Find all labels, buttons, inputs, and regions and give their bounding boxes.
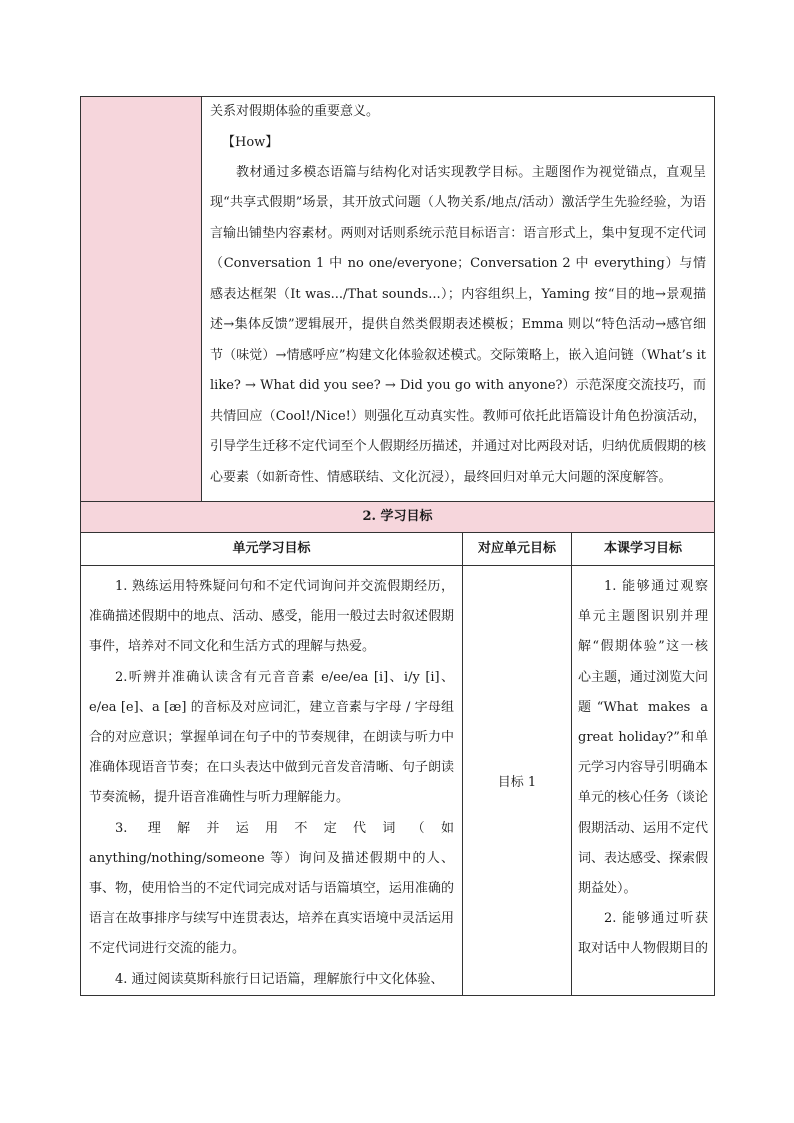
header-lesson-goals: 本课学习目标 xyxy=(572,533,715,566)
continuation-text: 关系对假期体验的重要意义。 xyxy=(210,104,380,119)
unit-goal-4: 4. 通过阅读莫斯科旅行日记语篇，理解旅行中文化体验、 xyxy=(115,971,444,987)
unit-goal-2: 2.听辨并准确认读含有元音音素 e/ee/ea [i]、i/y [i]、e/ea [e]、a [æ] 的音标及对应词汇，建立音素与字母 / 字母组合的对应意识；掌握单词在句子中的节奏规律，在朗读与听力中准确体现语音节奏；在口头表达中做到元音发音清晰、句子朗读节奏流畅，提升语音准确性与听力理解能力。 xyxy=(89,669,454,806)
unit-goal-3: 3. 理解并运用不定代词（如 anything/nothing/someone 等）询问及描述假期中的人、事、物，使用恰当的不定代词完成对话与语篇填空，运用准确的语言在故事排序与续写中连贯表达，培养在真实语境中灵活运用不定代词进行交流的能力。 xyxy=(89,820,454,957)
lesson-goal-1: 1. 能够通过观察单元主题图识别并理解“假期体验”这一核心主题，通过浏览大问题“What makes a great holiday?”和单元学习内容导引明确本单元的核心任务（谈论假期活动、运用不定代词、表达感受、探索假期益处）。 xyxy=(578,579,709,897)
goals-row xyxy=(81,566,715,996)
unit-goal-1: 1. 熟练运用特殊疑问句和不定代词询问并交流假期经历，准确描述假期中的地点、活动、感受，能用一般过去时叙述假期事件，培养对不同文化和生活方式的理解与热爱。 xyxy=(89,579,454,655)
section-title-row xyxy=(81,502,715,533)
how-label: 【How】 xyxy=(222,134,279,150)
context-content-cell xyxy=(202,97,715,502)
corresponding-goal-cell: 目标 1 xyxy=(463,566,572,996)
context-row xyxy=(81,97,715,502)
header-unit-goals: 单元学习目标 xyxy=(81,533,463,566)
unit-goals-cell xyxy=(81,566,463,996)
how-paragraph: 教材通过多模态语篇与结构化对话实现教学目标。主题图作为视觉锚点，直观呈现“共享式假期”场景，其开放式问题（人物关系/地点/活动）激活学生先验经验，为语言输出铺垫内容素材。两则对话则系统示范目标语言：语言形式上，集中复现不定代词（Conversation 1 中 no one/everyone；Conversation 2 中 everything）与情感表达框架（It was.../That sounds...）；内容组织上，Yaming 按“目的地→景观描述→集体反馈”逻辑展开，提供自然类假期表述模板；Emma 则以“特色活动→感官细节（味觉）→情感呼应”构建文化体验叙述模式。交际策略上，嵌入追问链（What’s it like? → What did you see? → Did you go with anyone?）示范深度交流技巧，而共情回应（Cool!/Nice!）则强化互动真实性。教师可依托此语篇设计角色扮演活动，引导学生迁移不定代词至个人假期经历描述，并通过对比两段对话，归纳优质假期的核心要素（如新奇性、情感联结、文化沉浸），最终回归对单元大问题的深度解答。 xyxy=(210,164,707,485)
lesson-goal-2: 2. 能够通过听获取对话中人物假期目的 xyxy=(578,911,709,957)
header-corresponding-goal: 对应单元目标 xyxy=(463,533,572,566)
lesson-goals-cell xyxy=(572,566,715,996)
header-row xyxy=(81,533,715,566)
lesson-plan-table xyxy=(80,96,715,996)
section-title: 2. 学习目标 xyxy=(81,502,715,533)
context-label-cell xyxy=(81,97,202,502)
